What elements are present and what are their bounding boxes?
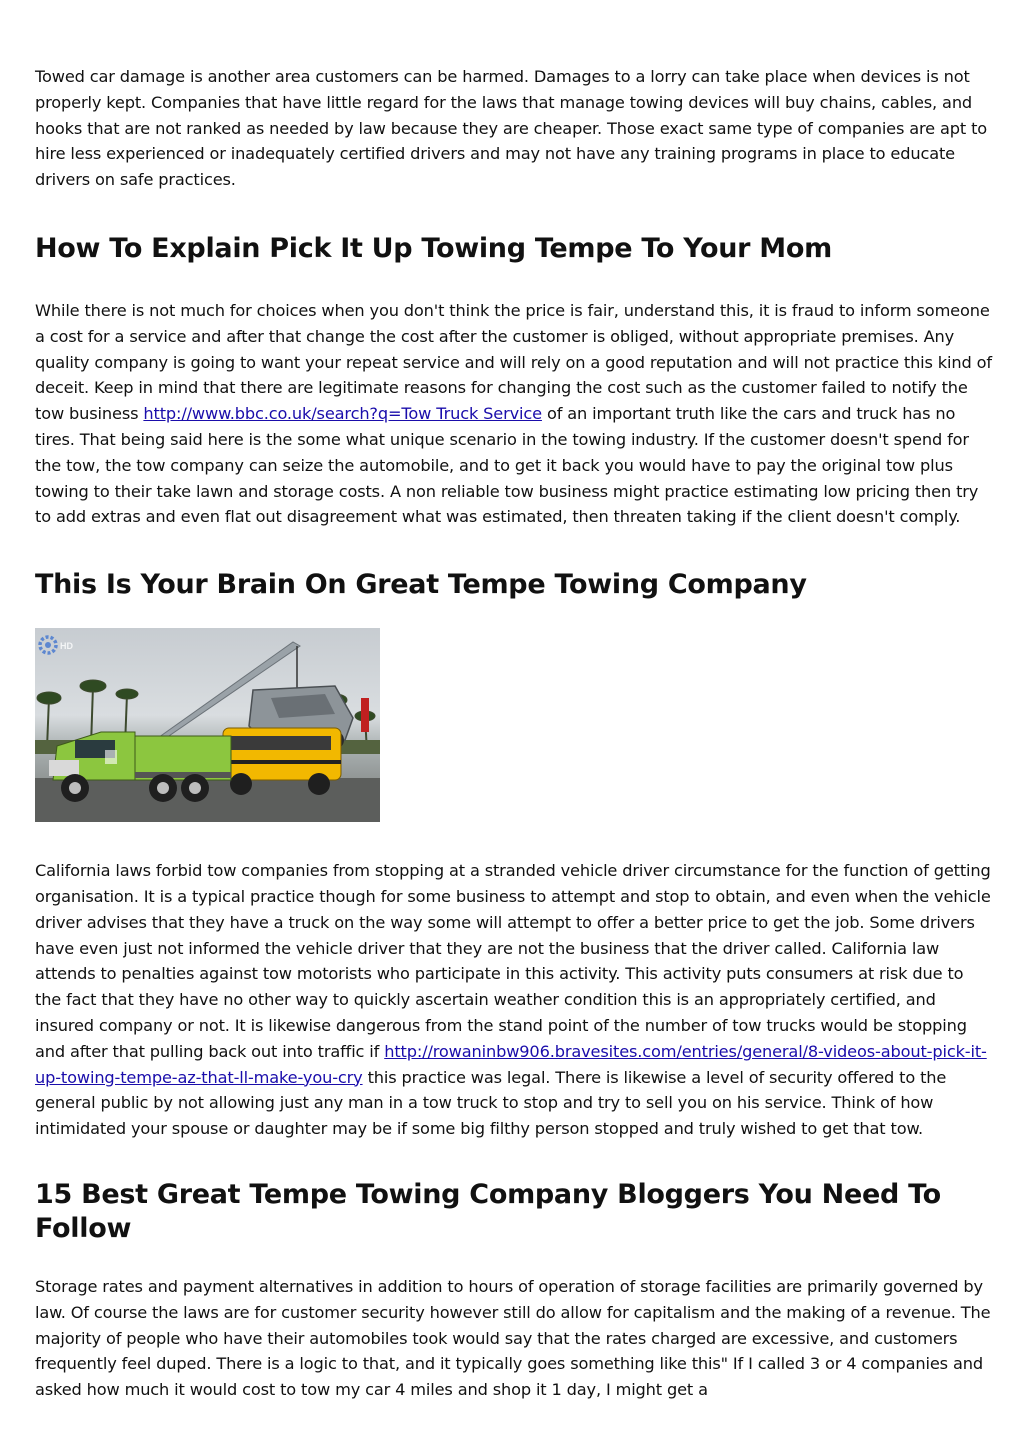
paragraph-pricing-text-b: of an important truth like the cars and truck has no tires. That being said here is the some what unique scenario in the towing industry. If the customer doesn't spend for the tow, the tow company can seize the automobile, and to get it back you would have to pay the original tow plus towing to their take lawn and storage costs. A non reliable tow business might practice estimating low pricing then try to add extras and even flat out disagreement what was estimated, then threaten taking if the client doesn't comply. — [35, 404, 979, 527]
bravesites-link[interactable]: http://rowaninbw906.bravesites.com/entries/general/8-videos-about-pick-it-up-towing-tempe-az-that-ll-make-you-cry — [35, 1041, 987, 1087]
paragraph-pricing-text-a: While there is not much for choices when you don't think the price is fair, understand this, it is fraud to inform someone a cost for a service and after that change the cost after the customer is obliged, without appropriate premises. Any quality company is going to want your repeat service and will rely on a good reputation and will not practice this kind of deceit. Keep in mind that there are legitimate reasons for changing the cost such as the customer failed to notify the tow business — [35, 300, 992, 424]
gear-icon — [40, 637, 56, 653]
paragraph-california-laws — [35, 858, 993, 1142]
tow-truck-photo — [35, 628, 380, 822]
paragraph-pricing — [35, 298, 993, 530]
heading-your-brain: This Is Your Brain On Great Tempe Towing Company — [35, 569, 807, 601]
paragraph-california-text-b: this practice was legal. There is likewise a level of security offered to the general public by not allowing just any man in a tow truck to stop and try to sell you on his service. Think of how intimidated your spouse or daughter may be if some big filthy person stopped and truly wished to get that tow. — [35, 1067, 947, 1139]
paragraph-storage-rates: Storage rates and payment alternatives in addition to hours of operation of storage facilities are primarily governed by law. Of course the laws are for customer security however still do allow for capitalism and the making of a revenue. The majority of people who have their automobiles took would say that the rates charged are excessive, and customers frequently feel duped. There is a logic to that, and it typically goes something like this" If I called 3 or 4 companies and asked how much it would cost to tow my car 4 miles and shop it 1 day, I might get a — [35, 1276, 991, 1400]
paragraph-california-text-a: California laws forbid tow companies from stopping at a stranded vehicle driver circumstance for the function of getting organisation. It is a typical practice though for some business to attempt and stop to obtain, and even when the vehicle driver advises that they have a truck on the way some will attempt to offer a better price to get the job. Some drivers have even just not informed the vehicle driver that they are not the business that the driver called. California law attends to penalties against tow motorists who participate in this activity. This activity puts consumers at risk due to the fact that they have no other way to quickly ascertain weather condition this is an appropriately certified, and insured company or not. It is likewise dangerous from the stand point of the number of tow trucks would be stopping and after that pulling back out into traffic if — [35, 861, 991, 1061]
tow-truck-illustration — [35, 628, 380, 822]
article — [35, 64, 993, 1403]
hd-watermark: HD — [60, 641, 73, 652]
heading-best-bloggers: 15 Best Great Tempe Towing Company Bloggers You Need To Follow — [35, 1178, 941, 1244]
paragraph-intro: Towed car damage is another area customers can be harmed. Damages to a lorry can take place when devices is not properly kept. Companies that have little regard for the laws that manage towing devices will buy chains, cables, and hooks that are not ranked as needed by law because they are cheaper. Those exact same type of companies are apt to hire less experienced or inadequately certified drivers and may not have any training programs in place to educate drivers on safe practices. — [35, 67, 988, 190]
bbc-search-link[interactable]: http://www.bbc.co.uk/search?q=Tow Truck Service — [143, 404, 542, 424]
heading-explain-to-mom: How To Explain Pick It Up Towing Tempe To Your Mom — [35, 232, 832, 264]
